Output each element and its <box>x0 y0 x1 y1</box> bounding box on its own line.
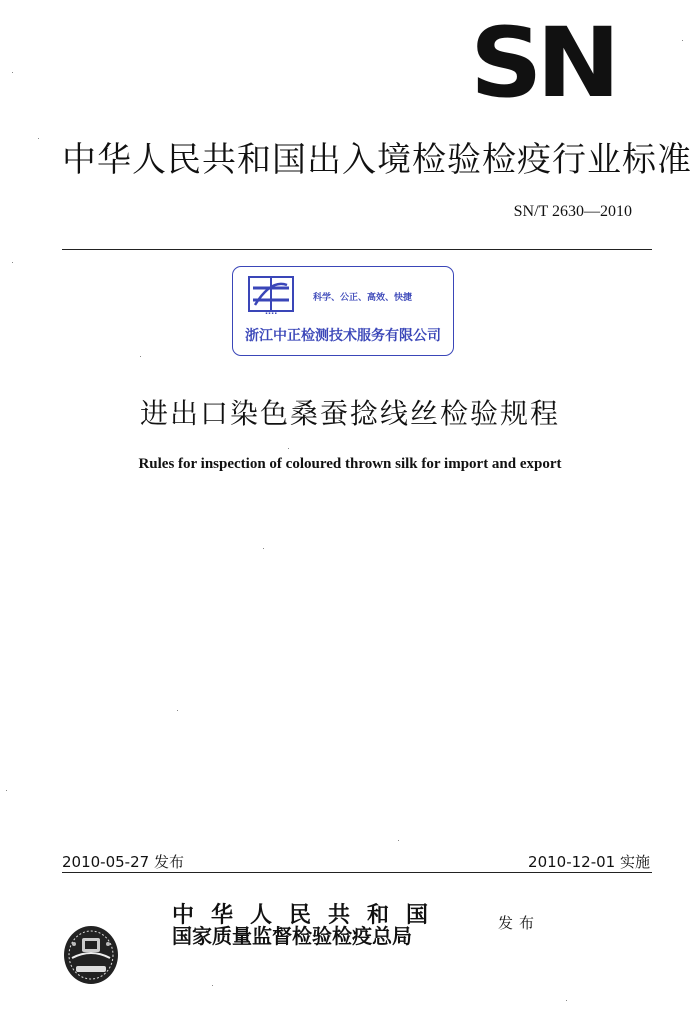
scan-speck <box>682 40 683 41</box>
inspection-stamp <box>232 266 454 356</box>
scan-speck <box>288 448 289 449</box>
scan-speck <box>38 138 39 139</box>
stamp-slogan: 科学、公正、高效、快捷 <box>313 293 413 303</box>
scan-speck <box>212 985 213 986</box>
issuer-country: 中华人民共和国 <box>172 902 446 928</box>
official-seal-icon <box>62 924 120 986</box>
document-title-chinese: 进出口染色桑蚕捻线丝检验规程 <box>139 397 560 430</box>
zhongzheng-emblem-icon <box>247 275 295 313</box>
stamp-company: 浙江中正检测技术服务有限公司 <box>245 328 441 344</box>
scan-speck <box>177 710 178 711</box>
scan-speck <box>398 840 399 841</box>
standard-code: SN/T 2630—2010 <box>513 203 632 220</box>
sn-logo: SN <box>470 7 615 119</box>
scan-speck <box>263 548 264 549</box>
release-date: 2010-05-27 发布 <box>62 853 184 871</box>
scan-speck <box>566 1000 567 1001</box>
scan-speck <box>6 790 7 791</box>
stamp-small-caption: ▪ ▪ ▪ ▪ <box>265 311 277 315</box>
scan-speck <box>12 72 13 73</box>
top-divider <box>62 249 652 250</box>
bottom-divider <box>62 872 652 873</box>
document-title-english: Rules for inspection of coloured thrown silk for import and export <box>138 456 562 472</box>
scan-speck <box>140 356 141 357</box>
implementation-date: 2010-12-01 实施 <box>528 853 650 871</box>
issue-label: 发布 <box>498 914 541 932</box>
scan-speck <box>12 262 13 263</box>
issuer-agency: 国家质量监督检验检疫总局 <box>172 924 412 948</box>
standard-organization: 中华人民共和国出入境检验检疫行业标准 <box>62 140 692 180</box>
